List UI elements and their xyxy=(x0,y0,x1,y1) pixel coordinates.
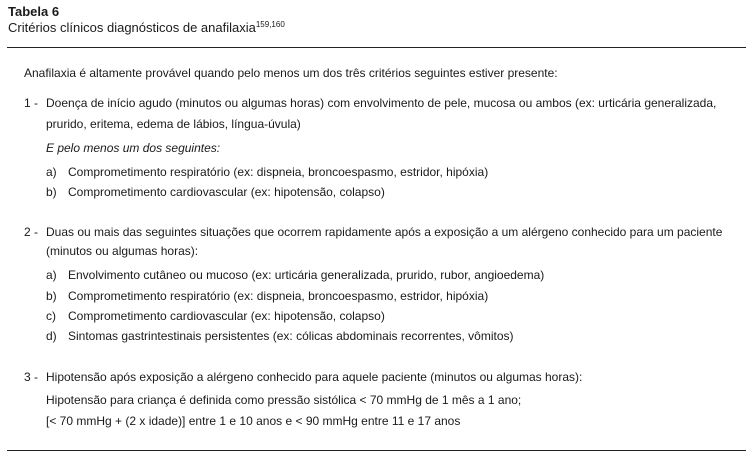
criterion-3-number: 3 - xyxy=(24,370,39,384)
caption-text: Critérios clínicos diagnósticos de anafilaxia xyxy=(8,20,256,35)
criterion-3-note-line2: [< 70 mmHg + (2 x idade)] entre 1 e 10 anos e < 90 mmHg entre 11 e 17 anos xyxy=(46,414,461,428)
criterion-1-text-line1: Doença de início agudo (minutos ou algumas horas) com envolvimento de pele, mucosa ou ambos (ex: urticária generalizada, xyxy=(46,96,717,110)
criterion-2-item-a-letter: a) xyxy=(46,268,57,282)
criterion-2-text-line1: Duas ou mais das seguintes situações que ocorrem rapidamente após a exposição a um alérgeno conhecido para um paciente xyxy=(46,225,723,239)
criterion-1-item-b-letter: b) xyxy=(46,185,57,199)
criterion-1-item-a-text: Comprometimento respiratório (ex: dispneia, broncoespasmo, estridor, hipóxia) xyxy=(68,165,489,179)
criterion-2-item-c-text: Comprometimento cardiovascular (ex: hipotensão, colapso) xyxy=(68,309,385,323)
criterion-2-item-d-text: Sintomas gastrintestinais persistentes (ex: cólicas abdominais recorrentes, vômitos) xyxy=(68,329,514,343)
criterion-1-text-line2: prurido, eritema, edema de lábios, língua-úvula) xyxy=(46,117,301,131)
criterion-1-item-a-letter: a) xyxy=(46,165,57,179)
criterion-1-item-b-text: Comprometimento cardiovascular (ex: hipotensão, colapso) xyxy=(68,185,385,199)
bottom-rule xyxy=(7,450,746,451)
criterion-2-text-line2: (minutos ou algumas horas): xyxy=(46,244,199,258)
caption-references: 159,160 xyxy=(255,20,285,29)
criterion-1-number: 1 - xyxy=(24,96,39,110)
criterion-2-number: 2 - xyxy=(24,225,39,239)
criterion-1-connector: E pelo menos um dos seguintes: xyxy=(46,141,221,155)
table-caption xyxy=(8,20,285,36)
criterion-2-item-a-text: Envolvimento cutâneo ou mucoso (ex: urticária generalizada, prurido, rubor, angioedema) xyxy=(68,268,545,282)
criterion-2-item-c-letter: c) xyxy=(46,309,56,323)
criterion-2-item-d-letter: d) xyxy=(46,329,57,343)
top-rule xyxy=(7,47,746,48)
criterion-2-item-b-text: Comprometimento respiratório (ex: dispneia, broncoespasmo, estridor, hipóxia) xyxy=(68,289,489,303)
criterion-3-note-line1: Hipotensão para criança é definida como pressão sistólica < 70 mmHg de 1 mês a 1 ano; xyxy=(46,393,522,407)
intro-text: Anafilaxia é altamente provável quando pelo menos um dos três critérios seguintes estiver presente: xyxy=(24,66,558,80)
criterion-3-text-line1: Hipotensão após exposição a alérgeno conhecido para aquele paciente (minutos ou algumas horas): xyxy=(46,370,583,384)
criterion-2-item-b-letter: b) xyxy=(46,289,57,303)
table-label: Tabela 6 xyxy=(8,4,60,19)
